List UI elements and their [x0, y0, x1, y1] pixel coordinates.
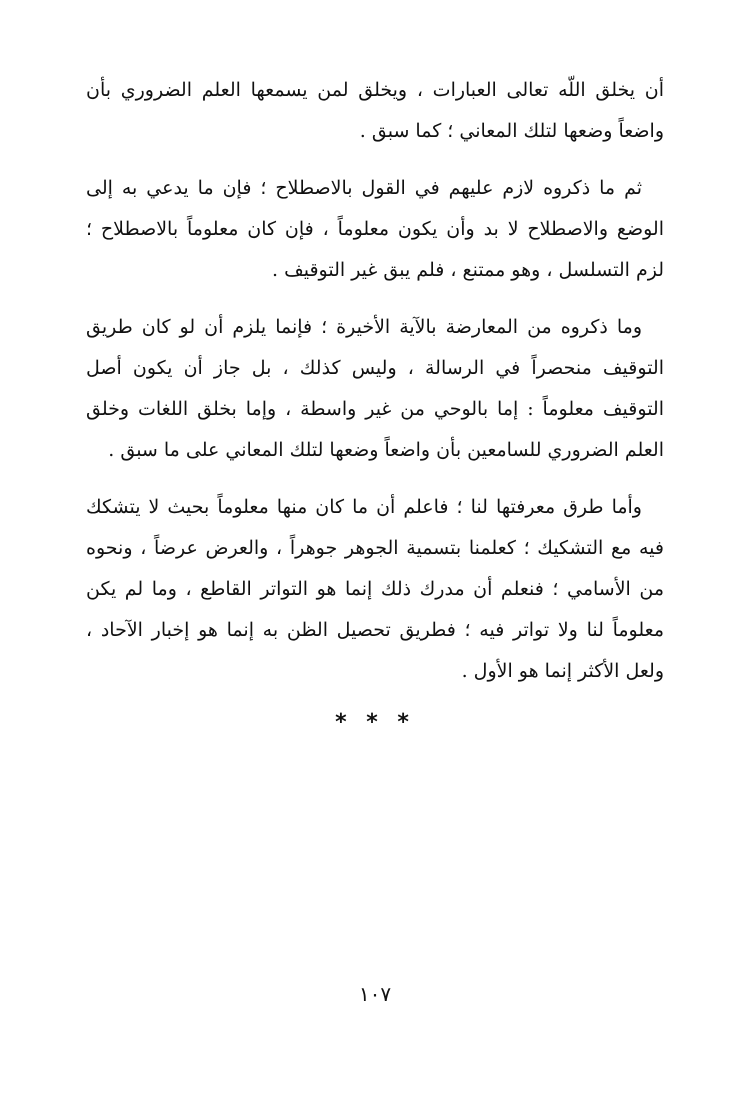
section-separator: * * *: [335, 710, 415, 735]
paragraph-1: أن يخلق اللّه تعالى العبارات ، ويخلق لمن يسمعها العلم الضروري بأن واضعاً وضعها لتلك المعاني ؛ كما سبق .: [86, 79, 664, 142]
page-number: ١٠٧: [358, 982, 392, 1006]
paragraph-2: ثم ما ذكروه لازم عليهم في القول بالاصطلاح ؛ فإن ما يدعي به إلى الوضع والاصطلاح لا بد وأن يكون معلوماً ، فإن كان معلوماً بالاصطلاح ؛ لزم التسلسل ، وهو ممتنع ، فلم يبق غير التوقيف .: [86, 177, 664, 281]
paragraph-3: وما ذكروه من المعارضة بالآية الأخيرة ؛ فإنما يلزم أن لو كان طريق التوقيف منحصراً في الرسالة ، وليس كذلك ، بل جاز أن يكون أصل التوقيف معلوماً : إما بالوحي من غير واسطة ، وإما بخلق اللغات وخلق العلم الضروري للسامعين بأن واضعاً وضعها لتلك المعاني على ما سبق .: [86, 316, 664, 461]
page-body: [86, 70, 664, 735]
paragraph-4: وأما طرق معرفتها لنا ؛ فاعلم أن ما كان منها معلوماً بحيث لا يتشكك فيه مع التشكيك ؛ كعلمنا بتسمية الجوهر جوهراً ، والعرض عرضاً ، ونحوه من الأسامي ؛ فنعلم أن مدرك ذلك إنما هو التواتر القاطع ، وما لم يكن معلوماً لنا ولا تواتر فيه ؛ فطريق تحصيل الظن به إنما هو إخبار الآحاد ، ولعل الأكثر إنما هو الأول .: [86, 496, 664, 682]
